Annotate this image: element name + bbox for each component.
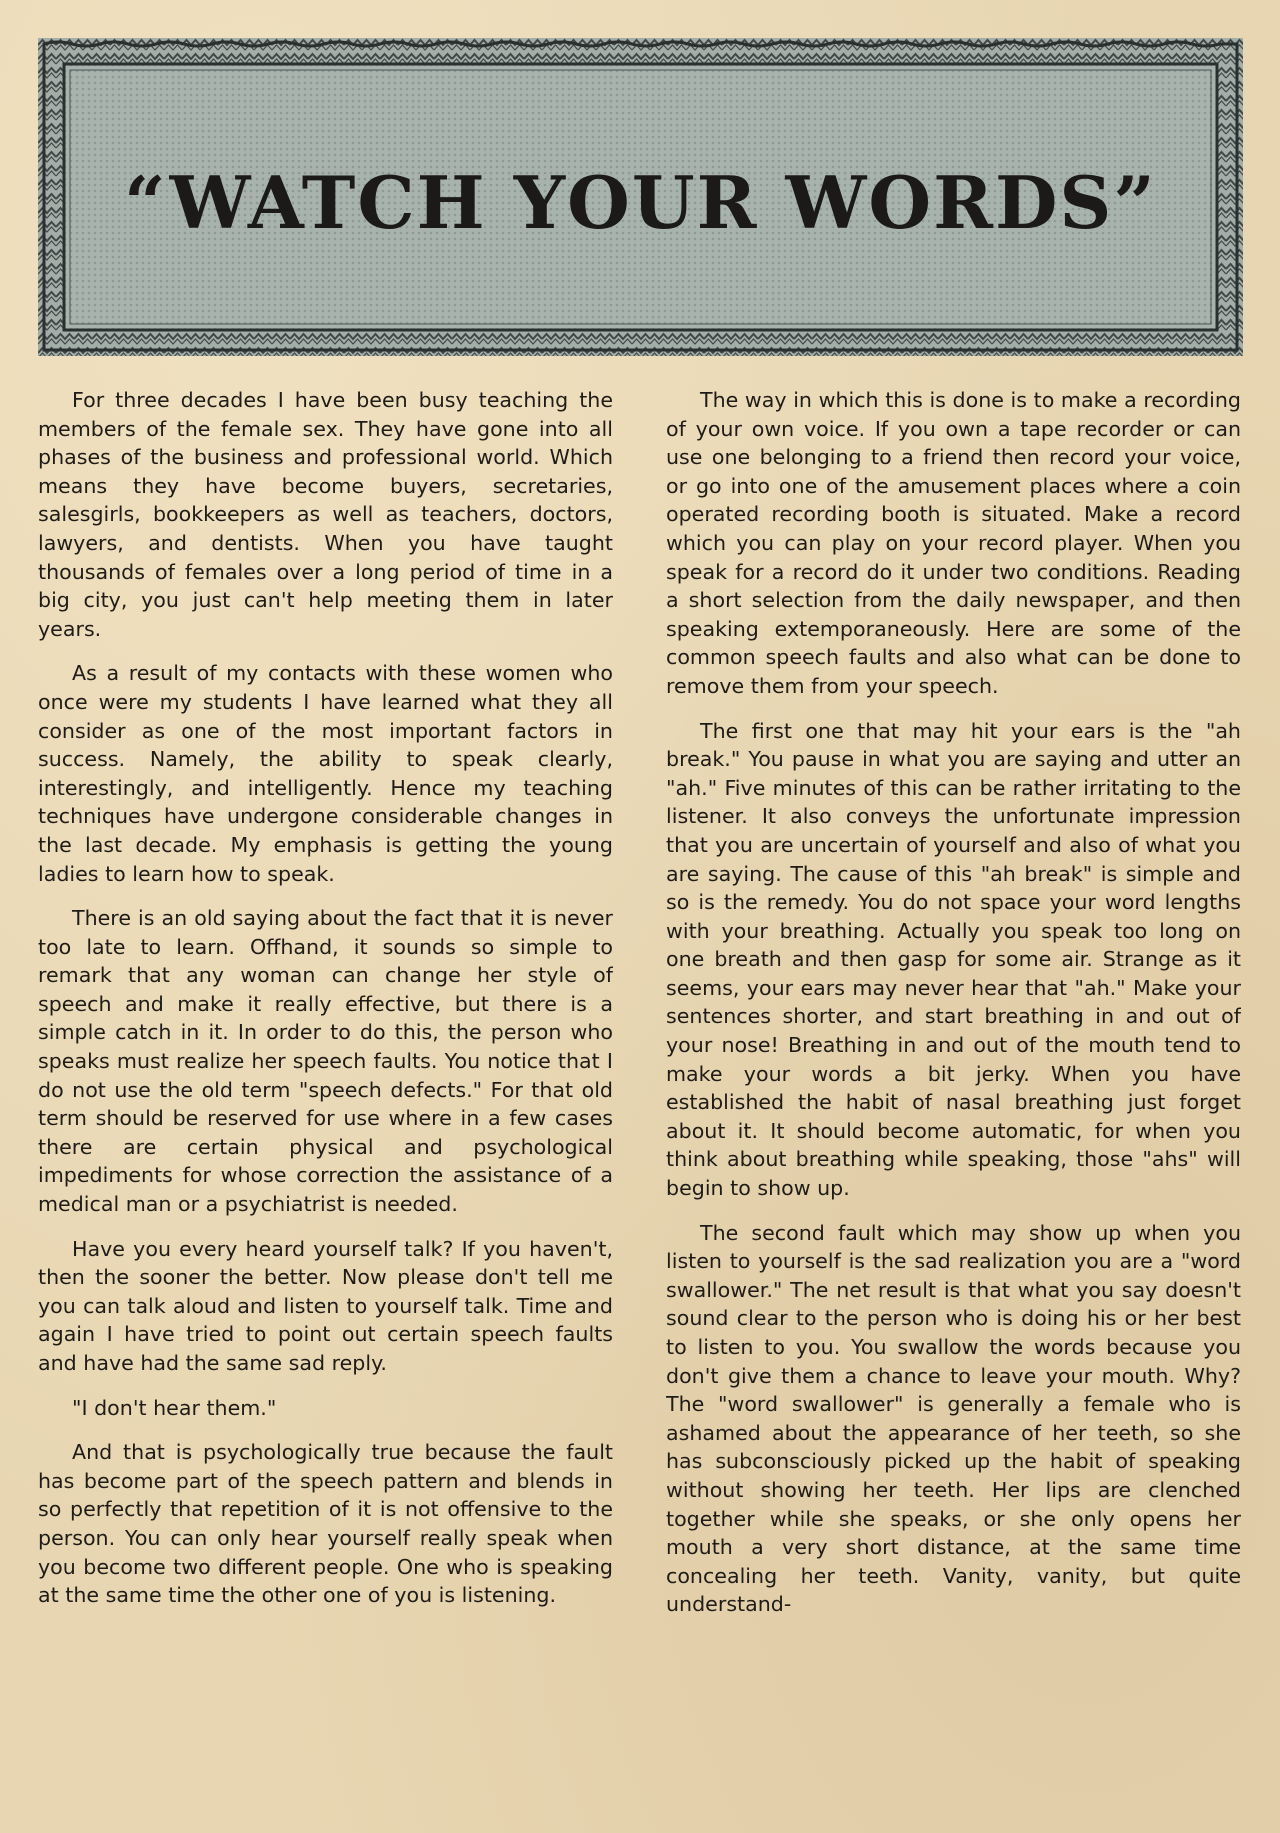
paragraph: As a result of my contacts with these women who once were my students I have learned what they all consider as one of the most important factors in success. Namely, the ability to speak clearly, interestingly, and intelligently. Hence my teaching techniques have undergone considerable changes in the last decade. My emphasis is getting the young ladies to learn how to speak. [38,661,613,886]
paragraph: "I don't hear them." [72,1395,277,1420]
paragraph: The way in which this is done is to make a recording of your own voice. If you own a tape recorder or can use one belonging to a friend then record your voice, or go into one of the amusement places where a coin operated recording booth is situated. Make a record which you can play on your record player. When you speak for a record do it under two conditions. Reading a short selection from the daily newspaper, and then speaking extemporaneously. Here are some of the common speech faults and also what can be done to remove them from your speech. [666,388,1241,698]
paragraph: For three decades I have been busy teaching the members of the female sex. They have gone into all phases of the business and professional world. Which means they have become buyers, secretaries, salesgirls, bookkeepers as well as teachers, doctors, lawyers, and dentists. When you have taught thousands of females over a long period of time in a big city, you just can't help meeting them in later years. [38,388,613,641]
article-title: “WATCH YOUR WORDS” [124,159,1157,245]
right-column [666,386,1241,1796]
title-banner [38,38,1243,356]
article-body [38,386,1243,1796]
paragraph: The second fault which may show up when you listen to yourself is the sad realization you are a "word swallower." The net result is that what you say doesn't sound clear to the person who is doing his or her best to listen to you. You swallow the words because you don't give them a chance to leave your mouth. Why? The "word swallower" is generally a female who is ashamed about the appearance of her teeth, so she has subconsciously picked up the habit of speaking without showing her teeth. Her lips are clenched together while she speaks, or she only opens her mouth a very short distance, at the same time concealing her teeth. Vanity, vanity, but quite understand- [666,1220,1241,1617]
left-column [38,386,613,1796]
paragraph: There is an old saying about the fact that it is never too late to learn. Offhand, it sounds so simple to remark that any woman can change her style of speech and make it really effective, but there is a simple catch in it. In order to do this, the person who speaks must realize her speech faults. You notice that I do not use the old term "speech defects." For that old term should be reserved for use where in a few cases there are certain physical and psychological impediments for whose correction the assistance of a medical man or a psychiatrist is needed. [38,906,613,1217]
paragraph: The first one that may hit your ears is the "ah break." You pause in what you are saying and utter an "ah." Five minutes of this can be rather irritating to the listener. It also conveys the unfortunate impression that you are uncertain of yourself and also of what you are saying. The cause of this "ah break" is simple and so is the remedy. You do not space your word lengths with your breathing. Actually you speak too long on one breath and then gasp for some air. Strange as it seems, your ears may never hear that "ah." Make your sentences shorter, and start breathing in and out of your nose! Breathing in and out of the mouth tend to make your words a bit jerky. When you have established the habit of nasal breathing just forget about it. It should become automatic, for when you think about breathing while speaking, those "ahs" will begin to show up. [666,718,1241,1201]
paragraph: And that is psychologically true because the fault has become part of the speech pattern and blends in so perfectly that repetition of it is not offensive to the person. You can only hear yourself really speak when you become two different people. One who is speaking at the same time the other one of you is listening. [38,1440,613,1608]
paragraph: Have you every heard yourself talk? If you haven't, then the sooner the better. Now please don't tell me you can talk aloud and listen to yourself talk. Time and again I have tried to point out certain speech faults and have had the same sad reply. [38,1236,613,1375]
